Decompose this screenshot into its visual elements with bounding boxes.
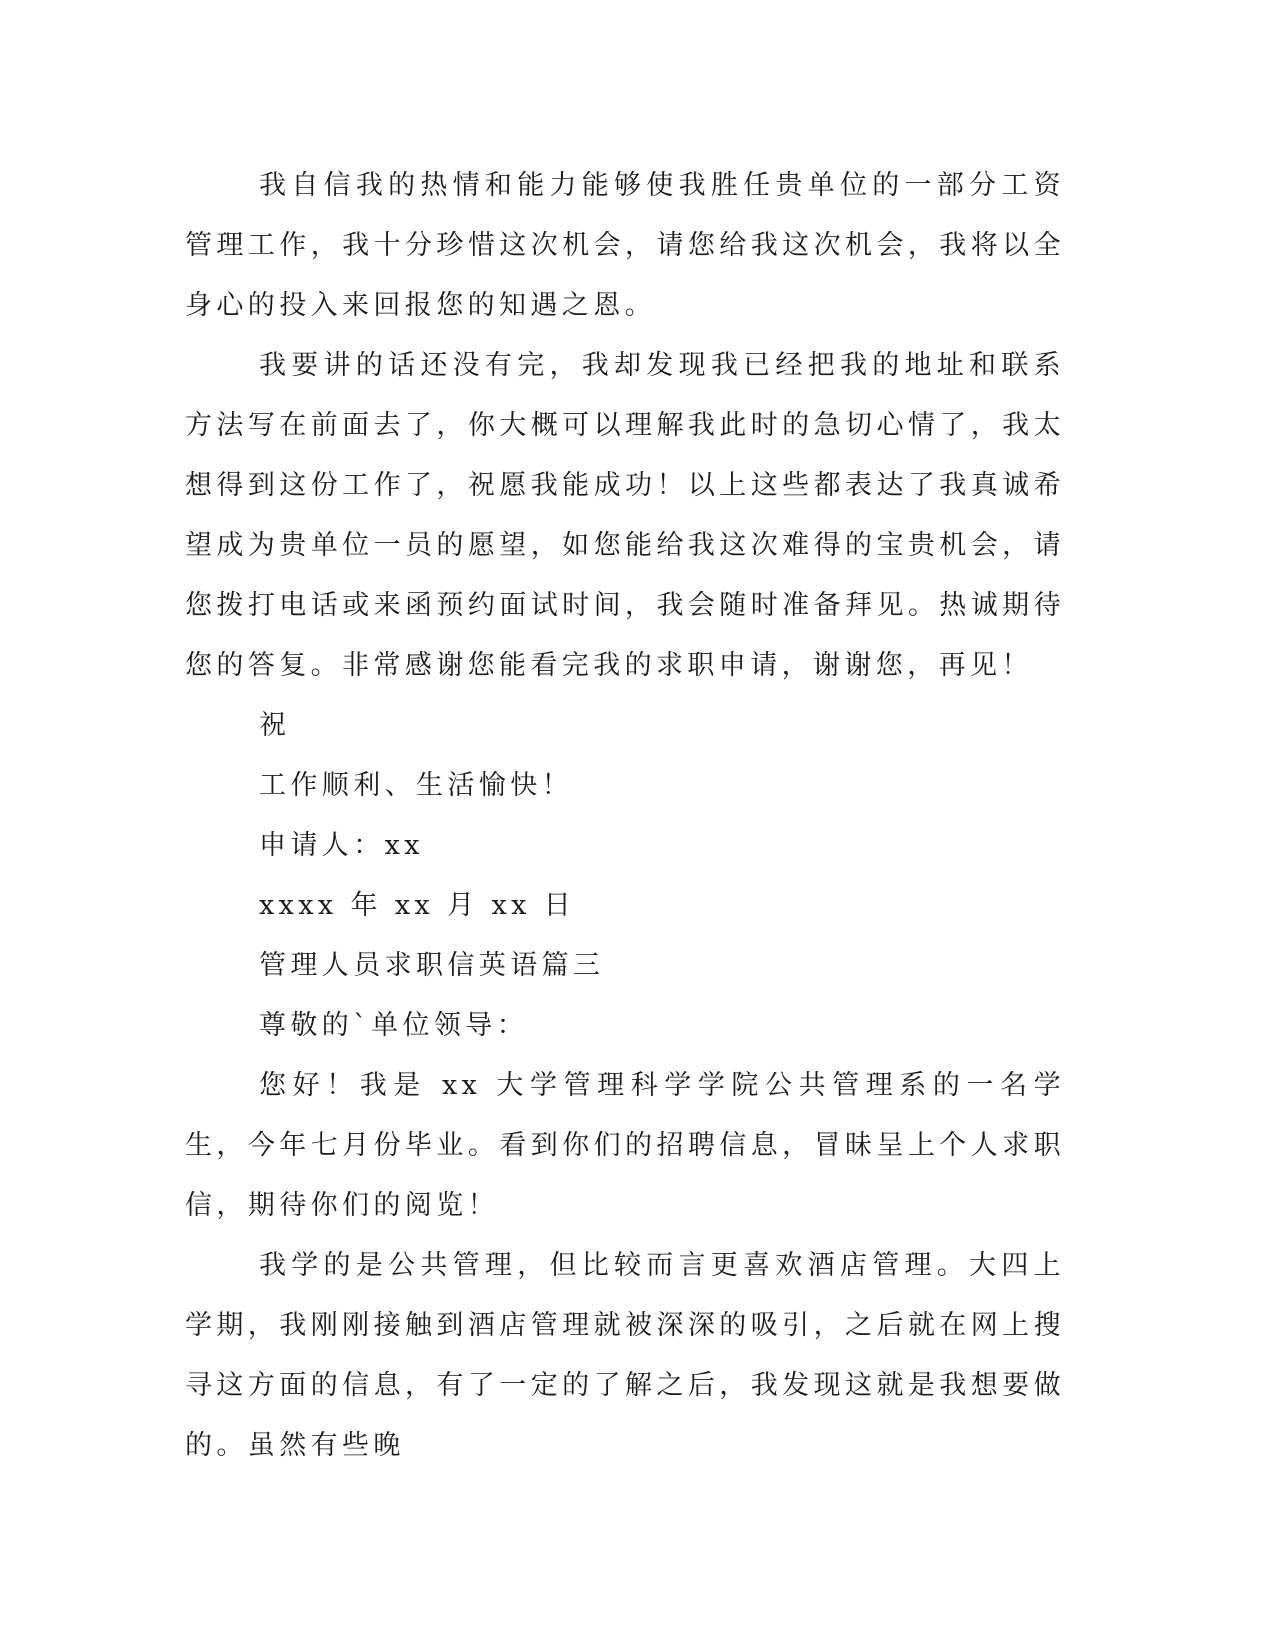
- paragraph-contact: 我要讲的话还没有完，我却发现我已经把我的地址和联系方法写在前面去了，你大概可以理解我此时的急切心情了，我太想得到这份工作了，祝愿我能成功！以上这些都表达了我真诚希望成为贵单位一员的愿望，如您能给我这次难得的宝贵机会，请您拨打电话或来函预约面试时间，我会随时准备拜见。热诚期待您的答复。非常感谢您能看完我的求职申请，谢谢您，再见！: [185, 350, 1065, 681]
- paragraph-major: 我学的是公共管理，但比较而言更喜欢酒店管理。大四上学期，我刚刚接触到酒店管理就被深深的吸引，之后就在网上搜寻这方面的信息，有了一定的了解之后，我发现这就是我想要做的。虽然有些晚: [185, 1250, 1065, 1461]
- paragraph-confidence: 我自信我的热情和能力能够使我胜任贵单位的一部分工资管理工作，我十分珍惜这次机会，请您给我这次机会，我将以全身心的投入来回报您的知遇之恩。: [185, 170, 1065, 321]
- document-body: [185, 156, 1065, 1476]
- closing-line: 工作顺利、生活愉快！: [259, 770, 573, 801]
- applicant-signature: 申请人：xx: [259, 830, 424, 861]
- closing-wish: 祝: [259, 710, 291, 741]
- paragraph-introduction: 您好！我是 xx 大学管理科学学院公共管理系的一名学生，今年七月份毕业。看到你们的招聘信息，冒昧呈上个人求职信，期待你们的阅览！: [185, 1070, 1065, 1221]
- letter-date: xxxx 年 xx 月 xx 日: [259, 890, 576, 921]
- section-title: 管理人员求职信英语篇三: [259, 950, 605, 981]
- salutation: 尊敬的`单位领导：: [259, 1010, 529, 1041]
